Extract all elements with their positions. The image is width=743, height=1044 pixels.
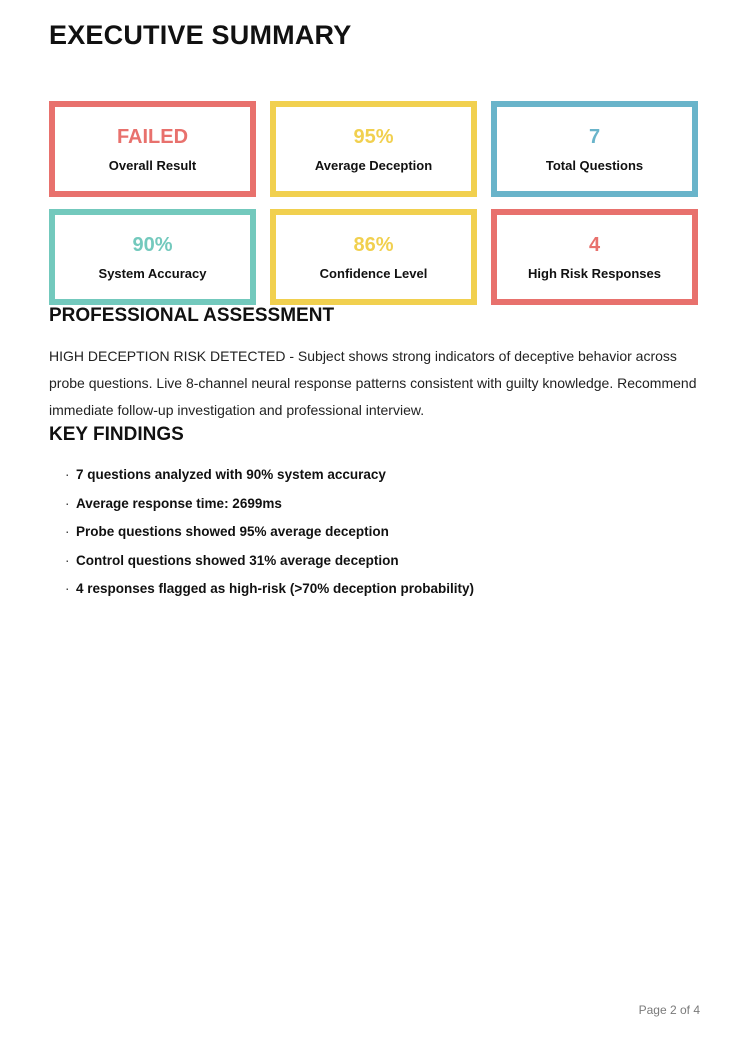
key-finding-item: · Probe questions showed 95% average deception xyxy=(65,525,697,539)
key-finding-item: · Average response time: 2699ms xyxy=(65,497,697,511)
stat-card-total-questions xyxy=(491,101,698,197)
stat-value: 86% xyxy=(353,233,394,256)
key-finding-item: · 7 questions analyzed with 90% system accuracy xyxy=(65,468,697,482)
stat-label: High Risk Responses xyxy=(528,265,661,281)
stat-card-confidence-level xyxy=(270,209,477,305)
stat-card-overall-result xyxy=(49,101,256,197)
stat-value: FAILED xyxy=(116,125,189,148)
section-heading-key-findings: KEY FINDINGS xyxy=(49,424,184,445)
stat-label: Confidence Level xyxy=(319,265,428,281)
stat-label: Overall Result xyxy=(108,157,197,173)
stat-value: 4 xyxy=(588,233,601,256)
stat-card-average-deception xyxy=(270,101,477,197)
page-title: EXECUTIVE SUMMARY xyxy=(49,20,352,50)
professional-assessment-section xyxy=(49,305,697,424)
page-number: Page 2 of 4 xyxy=(638,1003,700,1017)
key-finding-item: · 4 responses flagged as high-risk (>70% deception probability) xyxy=(65,582,697,596)
stat-label: Average Deception xyxy=(314,157,433,173)
summary-cards xyxy=(49,101,699,305)
assessment-text: HIGH DECEPTION RISK DETECTED - Subject shows strong indicators of deceptive behavior across probe questions. Live 8-channel neural response patterns consistent with guilty knowledge. Recommend immediate follow-up investigation and professional interview. xyxy=(49,348,697,418)
key-findings-section xyxy=(49,424,697,596)
key-findings-list xyxy=(49,468,697,596)
key-finding-item: · Control questions showed 31% average deception xyxy=(65,554,697,568)
section-heading-professional-assessment: PROFESSIONAL ASSESSMENT xyxy=(49,305,335,326)
stat-card-high-risk-responses xyxy=(491,209,698,305)
stat-value: 7 xyxy=(588,125,601,148)
stat-card-system-accuracy xyxy=(49,209,256,305)
stat-value: 90% xyxy=(132,233,173,256)
stat-value: 95% xyxy=(353,125,394,148)
stat-label: System Accuracy xyxy=(98,265,207,281)
stat-label: Total Questions xyxy=(545,157,644,173)
